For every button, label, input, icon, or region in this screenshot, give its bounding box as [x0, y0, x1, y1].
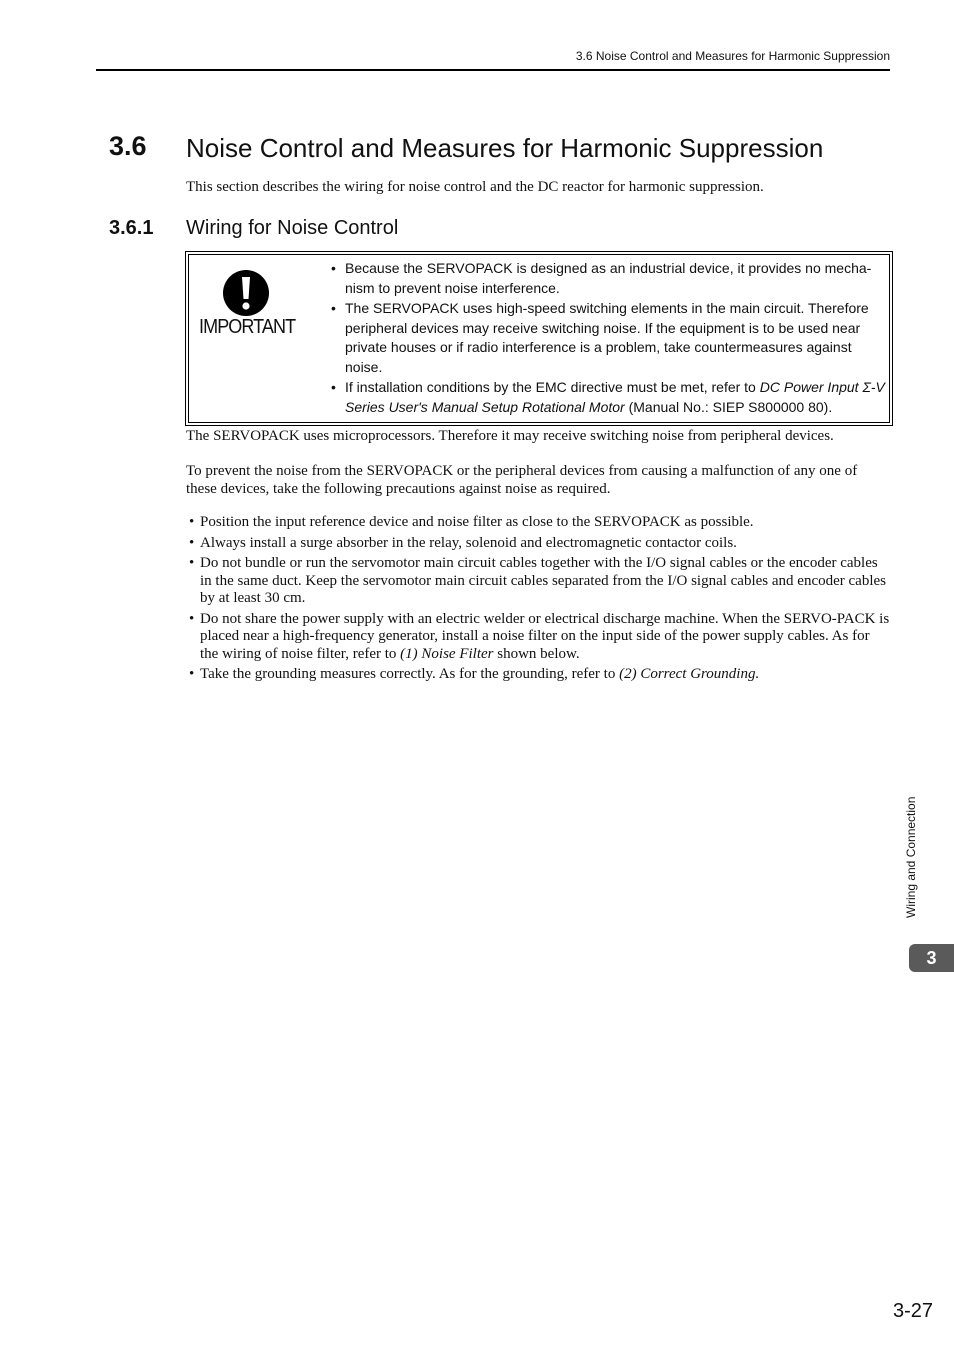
running-header: 3.6 Noise Control and Measures for Harmonic Suppression — [575, 49, 890, 63]
cross-reference: (2) Correct Grounding. — [619, 666, 760, 682]
important-list — [329, 259, 887, 418]
list-item: • Position the input reference device and noise filter as close to the SERVOPACK as possible. — [186, 514, 890, 532]
important-label: IMPORTANT — [199, 316, 296, 338]
section-number: 3.6 — [109, 131, 147, 161]
important-box — [185, 251, 893, 426]
important-item: • If installation conditions by the EMC directive must be met, refer to DC Power Input Σ-V Series User's Manual Setup Rotational Motor (Manual No.: SIEP S800000 80). — [329, 378, 887, 417]
list-item: • Do not bundle or run the servomotor main circuit cables together with the I/O signal cables or the encoder cables in the same duct. Keep the servomotor main circuit cables separated from the I/O signal cables and encoder cables by at least 30 cm. — [186, 555, 890, 608]
exclamation-icon — [222, 269, 270, 317]
chapter-tab: 3 — [909, 944, 954, 972]
body-paragraph: To prevent the noise from the SERVOPACK or the peripheral devices from causing a malfunction of any one of these devices, take the following precautions against noise as required. — [186, 463, 858, 497]
cross-reference: (1) Noise Filter — [400, 645, 494, 662]
chapter-side-label: Wiring and Connection — [904, 796, 918, 918]
precaution-list — [186, 514, 890, 687]
list-item: • Always install a surge absorber in the relay, solenoid and electromagnetic contactor coils. — [186, 535, 890, 553]
page-number: 3-27 — [893, 1300, 934, 1322]
important-item: • Because the SERVOPACK is designed as an industrial device, it provides no mecha-nism to prevent noise interference. — [329, 259, 887, 298]
section-intro: This section describes the wiring for noise control and the DC reactor for harmonic suppression. — [186, 179, 764, 195]
section-title: Noise Control and Measures for Harmonic Suppression — [186, 133, 824, 163]
manual-reference: DC Power Input Σ-V Series User's Manual Setup Rotational Motor — [345, 379, 885, 415]
subsection-title: Wiring for Noise Control — [186, 217, 399, 239]
important-item: • The SERVOPACK uses high-speed switching elements in the main circuit. Therefore peripheral devices may receive switching noise. If the equipment is to be used near private houses or if radio interference is a problem, take countermeasures against noise. — [329, 299, 887, 377]
header-rule — [96, 69, 890, 71]
subsection-number: 3.6.1 — [109, 217, 154, 239]
body-paragraph: The SERVOPACK uses microprocessors. Therefore it may receive switching noise from peripheral devices. — [186, 428, 834, 444]
list-item: • Take the grounding measures correctly. As for the grounding, refer to (2) Correct Grounding. — [186, 666, 890, 684]
list-item: • Do not share the power supply with an electric welder or electrical discharge machine. When the SERVO-PACK is placed near a high-frequency generator, install a noise filter on the input side of the power supply cables. As for the wiring of noise filter, refer to (1) Noise Filter shown below. — [186, 611, 890, 664]
